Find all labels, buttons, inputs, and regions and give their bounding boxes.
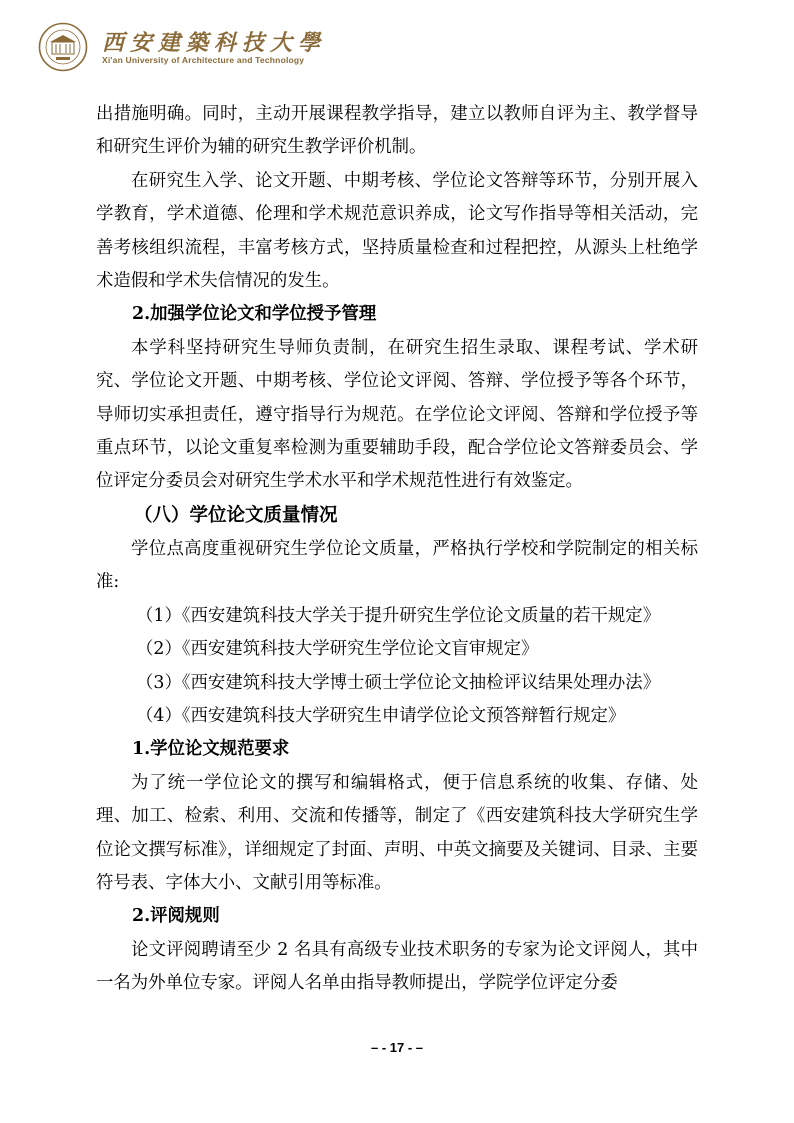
page-number: – - 17 - – [370, 1040, 424, 1055]
page-header [38, 18, 758, 74]
university-name-en: Xi'an University of Architecture and Technology [102, 55, 305, 65]
chapter-heading: （八）学位论文质量情况 [134, 504, 338, 526]
paragraph: 在研究生入学、论文开题、中期考核、学位论文答辩等环节，分别开展入学教育，学术道德、伦理和学术规范意识养成，论文写作指导等相关活动，完善考核组织流程，丰富考核方式，坚持质量检查和过程把控，从源头上杜绝学术造假和学术失信情况的发生。 [96, 170, 698, 292]
list-item: （3）《西安建筑科技大学博士硕士学位论文抽检评议结果处理办法》 [136, 672, 661, 693]
paragraph: 出措施明确。同时，主动开展课程教学指导，建立以教师自评为主、教学督导和研究生评价为辅的研究生教学评价机制。 [96, 104, 698, 158]
paragraph: 为了统一学位论文的撰写和编辑格式，便于信息系统的收集、存储、处理、加工、检索、利用、交流和传播等，制定了《西安建筑科技大学研究生学位论文撰写标准》，详细规定了封面、声明、中英文摘要及关键词、目录、主要符号表、字体大小、文献引用等标准。 [96, 772, 698, 893]
list-item: （4）《西安建筑科技大学研究生申请学位论文预答辩暂行规定》 [136, 705, 626, 726]
list-item: （1）《西安建筑科技大学关于提升研究生学位论文质量的若干规定》 [136, 605, 661, 626]
section-heading: 1.学位论文规范要求 [132, 739, 290, 760]
paragraph: 学位点高度重视研究生学位论文质量，严格执行学校和学院制定的相关标准: [96, 538, 698, 593]
section-heading: 2.加强学位论文和学位授予管理 [132, 304, 377, 325]
university-seal-icon [38, 22, 88, 72]
paragraph: 本学科坚持研究生导师负责制，在研究生招生录取、课程考试、学术研究、学位论文开题、中期考核、学位论文评阅、答辩、学位授予等各个环节，导师切实承担责任，遵守指导行为规范。在学位论文评阅、答辩和学位授予等重点环节，以论文重复率检测为重要辅助手段，配合学位论文答辩委员会、学位评定分委员会对研究生学术水平和学术规范性进行有效鉴定。 [96, 337, 698, 492]
document-body [96, 98, 698, 1001]
university-name-cn: 西安建築科技大學 [102, 30, 327, 56]
paragraph: 论文评阅聘请至少 2 名具有高级专业技术职务的专家为论文评阅人，其中一名为外单位专家。评阅人名单由指导教师提出，学院学位评定分委 [96, 939, 698, 994]
section-heading: 2.评阅规则 [132, 906, 220, 927]
list-item: （2）《西安建筑科技大学研究生学位论文盲审规定》 [136, 639, 539, 660]
